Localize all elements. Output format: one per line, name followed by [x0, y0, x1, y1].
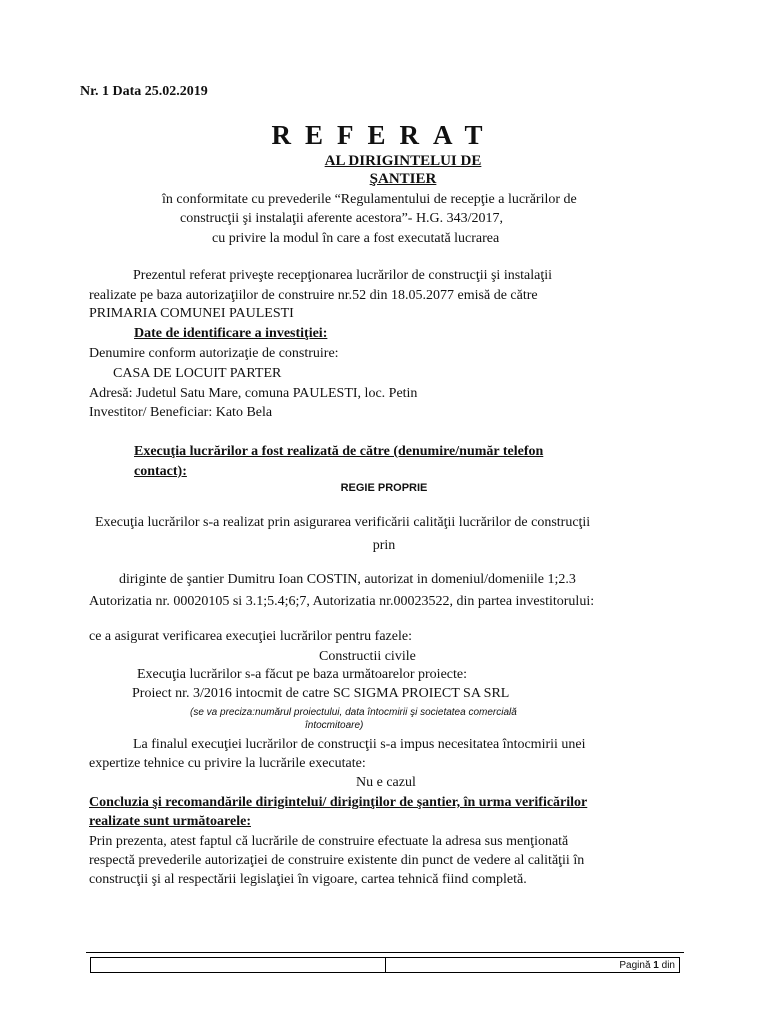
- denumire-label: Denumire conform autorizaţie de construire:: [89, 346, 339, 361]
- proiect-note-line2: întocmitoare): [305, 720, 364, 731]
- document-title: REFERAT: [271, 120, 497, 150]
- expertise-line2: expertize tehnice cu privire la lucrările executate:: [89, 756, 366, 771]
- footer-left-cell: [91, 958, 386, 972]
- execution-heading-line1: Execuţia lucrărilor a fost realizată de către (denumire/număr telefon: [134, 444, 544, 459]
- conclusion-line3: construcţii şi al respectării legislaţiei în vigoare, cartea tehnică fiind completă.: [89, 872, 527, 887]
- denumire-value: CASA DE LOCUIT PARTER: [113, 366, 282, 381]
- verification-line2: prin: [372, 538, 396, 553]
- para1-line3: PRIMARIA COMUNEI PAULESTI: [89, 306, 294, 321]
- page-number: 1: [653, 960, 659, 971]
- conclusion-heading-line1: Concluzia şi recomandările dirigintelui/ diriginţilor de şantier, în urma verificărilor: [89, 795, 588, 810]
- footer-page-cell: [386, 958, 679, 972]
- para1-line2: realizate pe baza autorizaţiilor de construire nr.52 din 18.05.2077 emisă de către: [89, 288, 538, 303]
- faze-label: ce a asigurat verificarea execuţiei lucrărilor pentru fazele:: [89, 629, 412, 644]
- intro-line2: construcţii şi instalaţii aferente acestora”- H.G. 343/2017,: [180, 211, 504, 226]
- expertise-line1: La finalul execuţiei lucrărilor de construcţii s-a impus necesitatea întocmirii unei: [133, 737, 586, 752]
- conclusion-line1: Prin prezenta, atest faptul că lucrările de construire efectuate la adresa sus menţionată: [89, 834, 569, 849]
- expertise-value: Nu e cazul: [356, 775, 416, 790]
- executor-value: REGIE PROPRIE: [340, 482, 428, 494]
- footer-table: [90, 957, 680, 973]
- proiect-value: Proiect nr. 3/2016 intocmit de catre SC SIGMA PROIECT SA SRL: [132, 686, 510, 701]
- document-subtitle-line2: ŞANTIER: [369, 171, 437, 187]
- investitor-text: Investitor/ Beneficiar: Kato Bela: [89, 405, 273, 420]
- document-number-date: Nr. 1 Data 25.02.2019: [80, 84, 208, 99]
- footer-divider: [86, 952, 684, 953]
- document-subtitle-line1: AL DIRIGINTELUI DE: [324, 153, 482, 169]
- proiect-note-line1: (se va preciza:numărul proiectului, data întocmirii şi societatea comercială: [190, 707, 517, 718]
- proiect-label: Execuţia lucrărilor s-a făcut pe baza următoarelor proiecte:: [137, 667, 467, 682]
- identification-heading: Date de identificare a investiţiei:: [134, 326, 328, 341]
- intro-line3: cu privire la modul în care a fost executată lucrarea: [212, 231, 500, 246]
- faze-value: Constructii civile: [319, 649, 416, 664]
- adresa-text: Adresă: Judetul Satu Mare, comuna PAULESTI, loc. Petin: [89, 386, 418, 401]
- page-suffix: din: [661, 960, 675, 971]
- intro-line1: în conformitate cu prevederile “Regulamentului de recepţie a lucrărilor de: [162, 192, 577, 207]
- verification-line1: Execuţia lucrărilor s-a realizat prin asigurarea verificării calităţii lucrărilor de construcţii: [95, 515, 591, 530]
- conclusion-line2: respectă prevederile autorizaţiei de construire existente din punct de vedere al calităţii în: [89, 853, 585, 868]
- page-label: Pagină: [619, 960, 651, 971]
- conclusion-heading-line2: realizate sunt următoarele:: [89, 814, 251, 829]
- execution-heading-line2: contact):: [134, 464, 187, 479]
- para1-line1: Prezentul referat priveşte recepţionarea lucrărilor de construcţii şi instalaţii: [133, 268, 553, 283]
- diriginte-line2: Autorizatia nr. 00020105 si 3.1;5.4;6;7, Autorizatia nr.00023522, din partea investitorului:: [89, 594, 595, 609]
- diriginte-line1: diriginte de şantier Dumitru Ioan COSTIN, autorizat in domeniul/domeniile 1;2.3: [119, 572, 576, 587]
